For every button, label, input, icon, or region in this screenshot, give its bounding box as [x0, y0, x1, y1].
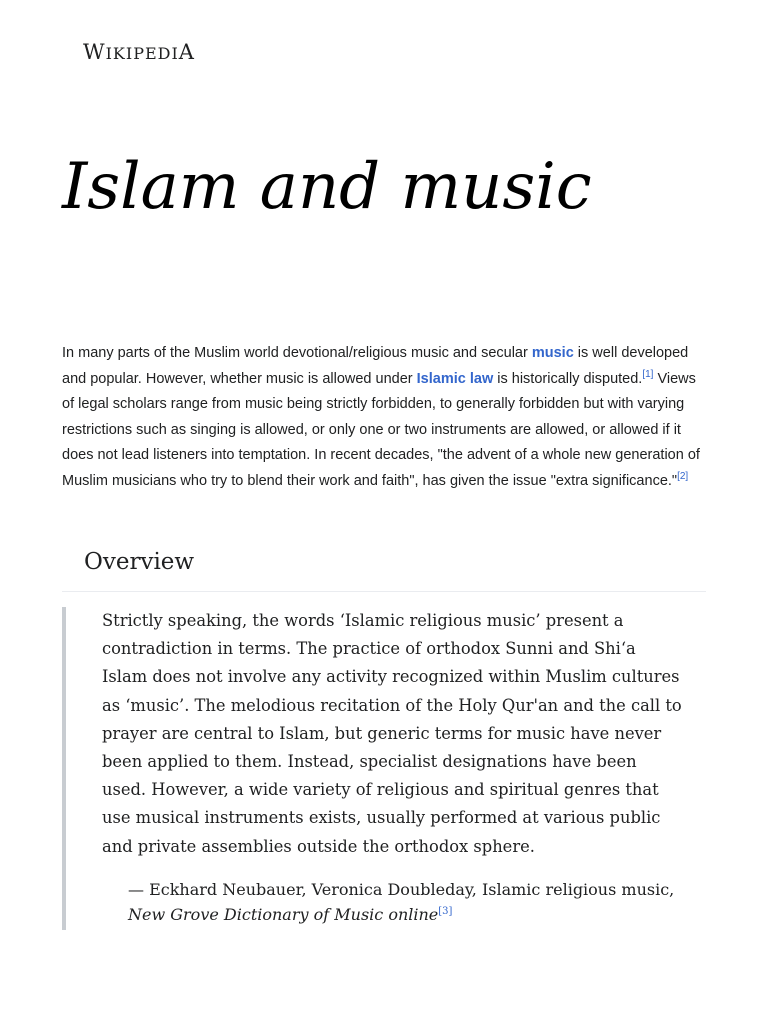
quote-citation-work: New Grove Dictionary of Music online [128, 905, 439, 924]
wordmark-middle-letters: IKIPEDI [105, 44, 179, 63]
intro-text-1: In many parts of the Muslim world devotional/religious music and secular [62, 345, 532, 361]
section-divider [62, 591, 706, 592]
islamic-law-link[interactable]: Islamic law [416, 370, 494, 387]
wikipedia-wordmark[interactable] [83, 40, 195, 64]
intro-text-3: is historically disputed. [493, 370, 643, 387]
quote-citation [128, 877, 688, 927]
intro-paragraph [62, 341, 710, 494]
reference-1-link[interactable]: [1] [642, 368, 654, 380]
blockquote [62, 607, 682, 930]
reference-2-link[interactable]: [2] [677, 470, 689, 482]
page-title: Islam and music [62, 150, 592, 224]
reference-3 [438, 906, 452, 917]
intro-text-2: is well developed and popular. However, whether music is allowed under [62, 345, 689, 387]
wordmark-first-letter: W [83, 40, 106, 64]
reference-2 [677, 471, 688, 482]
quote-citation-authors: — Eckhard Neubauer, Veronica Doubleday, Islamic religious music, [128, 880, 675, 899]
reference-1 [642, 369, 653, 380]
reference-3-link[interactable]: [3] [438, 906, 453, 917]
wordmark-last-letter: A [178, 40, 195, 64]
intro-text-4: Views of legal scholars range from music being strictly forbidden, to generally forbidden but with varying restrictions such as singing is allowed, or only one or two instruments are allowed, or allowed if it does not lead listeners into temptation. In recent decades, "the advent of a whole new generation of Muslim musicians who try to blend their work and faith", has given the issue "extra significance." [62, 370, 700, 489]
quote-text: Strictly speaking, the words ‘Islamic religious music’ present a contradiction in terms. The practice of orthodox Sunni and Shi‘a Islam does not involve any activity recognized within Muslim cultures as ‘music’. The melodious recitation of the Holy Qur'an and the call to prayer are central to Islam, but generic terms for music have never been applied to them. Instead, specialist designations have been used. However, a wide variety of religious and spiritual genres that use musical instruments exists, usually performed at various public and private assemblies outside the orthodox sphere. [102, 611, 682, 856]
music-link[interactable]: music [531, 345, 574, 361]
section-heading-overview: Overview [84, 549, 195, 575]
